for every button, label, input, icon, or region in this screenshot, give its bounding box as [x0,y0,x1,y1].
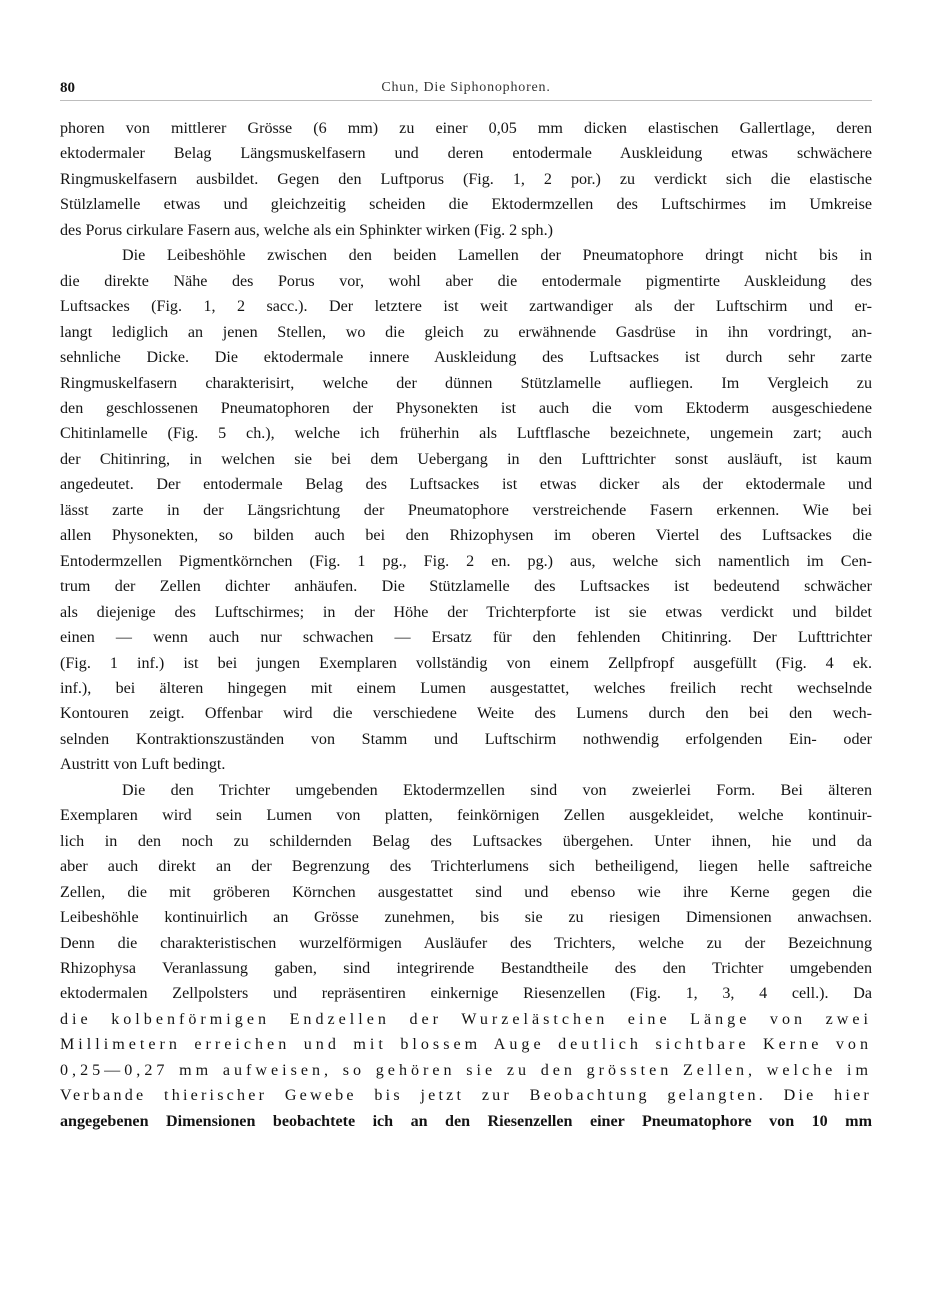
text-line: selnden Kontraktionszuständen von Stamm und Luftschirm nothwendig erfolgenden Ein- oder [60,730,872,748]
text-line: allen Physonekten, so bilden auch bei den Rhizophysen im oberen Viertel des Luftsackes die [60,527,872,545]
text-line: lässt zarte in der Längsrichtung der Pneumatophore verstreichende Fasern erkennen. Wie bei [60,501,872,519]
text-line: angedeutet. Der entodermale Belag des Luftsackes ist etwas dicker als der ektodermale und [60,476,872,494]
text-line: Rhizophysa Veranlassung gaben, sind integrirende Bestandtheile des den Trichter umgebenden [60,959,872,977]
page-number: 80 [60,80,75,96]
text-line: Luftsackes (Fig. 1, 2 sacc.). Der letztere ist weit zartwandiger als der Luftschirm und er- [60,298,872,316]
text-line: der Chitinring, in welchen sie bei dem Uebergang in den Lufttrichter sonst ausläuft, ist kaum [60,450,872,468]
text-line: die kolbenförmigen Endzellen der Wurzelästchen eine Länge von zwei [60,1010,872,1028]
text-line: den geschlossenen Pneumatophoren der Physonekten ist auch die vom Ektoderm ausgeschiedene [60,399,872,417]
text-line: Stülzlamelle etwas und gleichzeitig scheiden die Ektodermzellen des Luftschirmes im Umkreise [60,196,872,214]
text-line: Die den Trichter umgebenden Ektodermzellen sind von zweierlei Form. Bei älteren [122,781,872,799]
text-line: Denn die charakteristischen wurzelförmigen Ausläufer des Trichters, welche zu der Bezeichnung [60,934,872,952]
text-line: langt lediglich an jenen Stellen, wo die gleich zu erwähnende Gasdrüse in ihn vordringt, an- [60,323,872,341]
text-line: lich in den noch zu schildernden Belag des Luftsackes übergehen. Unter ihnen, hie und da [60,832,872,850]
body-text [60,116,872,1134]
text-line: 0,25—0,27 mm aufweisen, so gehören sie zu den grössten Zellen, welche im [60,1061,872,1079]
running-title: Chun, Die Siphonophoren. [381,80,551,95]
text-line: phoren von mittlerer Grösse (6 mm) zu einer 0,05 mm dicken elastischen Gallertlage, deren [60,120,872,137]
text-line: des Porus cirkulare Fasern aus, welche als ein Sphinkter wirken (Fig. 2 sph.) [60,221,553,239]
text-line: ektodermalen Zellpolsters und repräsentiren einkernige Riesenzellen (Fig. 1, 3, 4 cell.). Da [60,985,872,1003]
text-line: Chitinlamelle (Fig. 5 ch.), welche ich früherhin als Luftflasche bezeichnete, ungemein zart; auch [60,425,872,443]
text-line: Austritt von Luft bedingt. [60,756,226,774]
text-line: Kontouren zeigt. Offenbar wird die verschiedene Weite des Lumens durch den bei den wech- [60,705,872,723]
text-line: ektodermaler Belag Längsmuskelfasern und deren entodermale Auskleidung etwas schwächere [60,145,872,163]
text-line: Millimetern erreichen und mit blossem Auge deutlich sichtbare Kerne von [60,1036,872,1054]
text-line: inf.), bei älteren hingegen mit einem Lumen ausgestattet, welches freilich recht wechselnde [60,679,872,697]
text-line: aber auch direkt an der Begrenzung des Trichterlumens sich betheiligend, liegen helle saftreiche [60,858,872,876]
text-line: trum der Zellen dichter anhäufen. Die Stützlamelle des Luftsackes ist bedeutend schwächer [60,578,872,596]
text-line: (Fig. 1 inf.) ist bei jungen Exemplaren vollständig von einem Zellpfropf ausgefüllt (Fig. 4 ek. [60,654,872,672]
text-line: Exemplaren wird sein Lumen von platten, feinkörnigen Zellen ausgekleidet, welche kontinuir- [60,807,872,825]
text-line: Zellen, die mit gröberen Körnchen ausgestattet sind und ebenso wie ihre Kerne gegen die [60,883,872,901]
text-line: Verbande thierischer Gewebe bis jetzt zur Beobachtung gelangten. Die hier [60,1087,872,1105]
text-line: Leibeshöhle kontinuirlich an Grösse zunehmen, bis sie zu riesigen Dimensionen anwachsen. [60,909,872,927]
page-header [60,78,872,101]
text-line: Die Leibeshöhle zwischen den beiden Lamellen der Pneumatophore dringt nicht bis in [122,247,872,265]
text-line: als diejenige des Luftschirmes; in der Höhe der Trichterpforte ist sie etwas verdickt und bildet [60,603,872,621]
text-line: die direkte Nähe des Porus vor, wohl aber die entodermale pigmentirte Auskleidung des [60,272,872,290]
text-line: Ringmuskelfasern ausbildet. Gegen den Luftporus (Fig. 1, 2 por.) zu verdickt sich die elastische [60,170,872,188]
text-line: einen — wenn auch nur schwachen — Ersatz für den fehlenden Chitinring. Der Lufttrichter [60,629,872,647]
text-line: Ringmuskelfasern charakterisirt, welche der dünnen Stützlamelle aufliegen. Im Vergleich zu [60,374,872,392]
text-line: angegebenen Dimensionen beobachtete ich an den Riesenzellen einer Pneumatophore von 10 mm [60,1112,872,1130]
text-line: sehnliche Dicke. Die ektodermale innere Auskleidung des Luftsackes ist durch sehr zarte [60,349,872,367]
text-line: Entodermzellen Pigmentkörnchen (Fig. 1 pg., Fig. 2 en. pg.) aus, welche sich namentlich im Cen- [60,552,872,570]
